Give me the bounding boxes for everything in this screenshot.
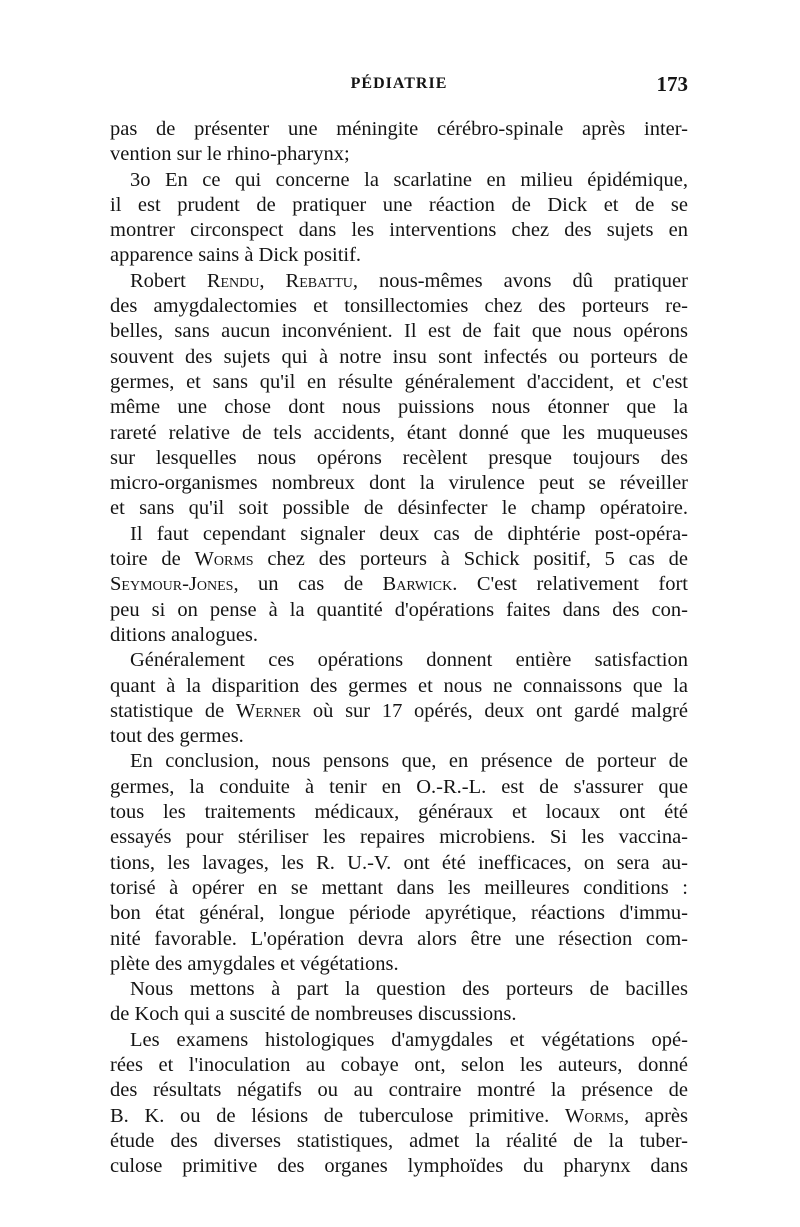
text-line: En conclusion, nous pensons que, en présence de porteur de xyxy=(130,750,688,773)
text-run: , xyxy=(259,269,286,292)
text-run: , nous-mêmes avons dû pratiquer xyxy=(352,269,688,292)
text-line: des résultats négatifs ou au contraire montré la présence de xyxy=(110,1079,688,1102)
author-name: Seymour-Jones xyxy=(110,573,234,596)
text-line xyxy=(110,572,688,597)
text-run: où sur 17 opérés, deux ont gardé malgré xyxy=(301,699,688,722)
text-run: B. K. ou de lésions de tuberculose primitive. xyxy=(110,1104,565,1127)
text-line: Les examens histologiques d'amygdales et végétations opé- xyxy=(130,1028,688,1051)
text-run: statistique de xyxy=(110,699,236,722)
text-line: même une chose dont nous puissions nous étonner que la xyxy=(110,396,688,419)
text-line: Nous mettons à part la question des porteurs de bacilles xyxy=(130,978,688,1001)
text-line: bon état général, longue période apyrétique, réactions d'immu- xyxy=(110,902,688,925)
text-line: 3o En ce qui concerne la scarlatine en milieu épidémique, xyxy=(130,168,688,191)
text-line: micro-organismes nombreux dont la virulence peut se réveiller xyxy=(110,472,688,495)
text-run: chez des porteurs à Schick positif, 5 cas de xyxy=(253,548,688,571)
text-line xyxy=(110,1104,688,1129)
text-line: germes, et sans qu'il en résulte généralement d'accident, et c'est xyxy=(110,370,688,393)
text-line: ditions analogues. xyxy=(110,623,259,646)
text-line: apparence sains à Dick positif. xyxy=(110,244,362,267)
text-line xyxy=(110,547,688,572)
text-line: tions, les lavages, les R. U.-V. ont été inefficaces, on sera au- xyxy=(110,851,688,874)
text-line: Généralement ces opérations donnent entière satisfaction xyxy=(130,649,688,672)
text-line: essayés pour stériliser les repaires microbiens. Si les vaccina- xyxy=(110,826,688,849)
author-name: Rendu xyxy=(206,269,260,292)
text-run: . C'est relativement fort xyxy=(452,573,688,596)
author-name: Worms xyxy=(194,548,254,571)
text-line: belles, sans aucun inconvénient. Il est de fait que nous opérons xyxy=(110,320,688,343)
text-line: culose primitive des organes lymphoïdes du pharynx dans xyxy=(110,1155,688,1178)
text-line: montrer circonspect dans les interventions chez des sujets en xyxy=(110,219,688,242)
text-line: germes, la conduite à tenir en O.-R.-L. est de s'assurer que xyxy=(110,775,688,798)
text-line: nité favorable. L'opération devra alors être une résection com- xyxy=(110,927,688,950)
text-line: et sans qu'il soit possible de désinfecter le champ opératoire. xyxy=(110,497,688,520)
text-line: torisé à opérer en se mettant dans les meilleures conditions : xyxy=(110,876,688,899)
page-number: 173 xyxy=(656,72,688,96)
text-line: sur lesquelles nous opérons recèlent presque toujours des xyxy=(110,446,688,469)
text-line: Il faut cependant signaler deux cas de diphtérie post-opéra- xyxy=(130,522,688,545)
text-line: pas de présenter une méningite cérébro-spinale après inter- xyxy=(110,118,688,140)
text-run: , un cas de xyxy=(233,573,383,596)
text-line: étude des diverses statistiques, admet la réalité de la tuber- xyxy=(110,1129,688,1152)
text-line: il est prudent de pratiquer une réaction de Dick et de se xyxy=(110,193,688,216)
text-line: plète des amygdales et végétations. xyxy=(110,952,399,975)
text-run: toire de xyxy=(110,548,195,571)
author-name: Barwick xyxy=(382,573,453,596)
text-line: rées et l'inoculation au cobaye ont, selon les auteurs, donné xyxy=(110,1053,688,1076)
text-line: rareté relative de tels accidents, étant donné que les muqueuses xyxy=(110,421,688,444)
text-line xyxy=(110,269,688,294)
text-line: vention sur le rhino-pharynx; xyxy=(110,143,350,166)
author-name: Rebattu xyxy=(285,269,353,292)
text-line: tout des germes. xyxy=(110,725,244,748)
author-name: Worms xyxy=(564,1104,624,1127)
running-head: PÉDIATRIE xyxy=(350,75,448,92)
text-line: quant à la disparition des germes et nous ne connaissons que la xyxy=(110,674,688,697)
author-name: Werner xyxy=(235,699,302,722)
text-line: souvent des sujets qui à notre insu sont infectés ou porteurs de xyxy=(110,345,688,368)
text-line: peu si on pense à la quantité d'opérations faites dans des con- xyxy=(110,598,688,621)
text-line: tous les traitements médicaux, généraux et locaux ont été xyxy=(110,801,688,824)
text-line xyxy=(110,699,688,724)
page-header xyxy=(110,72,688,101)
body-text xyxy=(110,117,688,1179)
text-line: des amygdalectomies et tonsillectomies chez des porteurs re- xyxy=(110,295,688,318)
text-run: Robert xyxy=(130,269,207,292)
text-line: de Koch qui a suscité de nombreuses discussions. xyxy=(110,1003,517,1026)
text-run: , après xyxy=(623,1104,688,1127)
